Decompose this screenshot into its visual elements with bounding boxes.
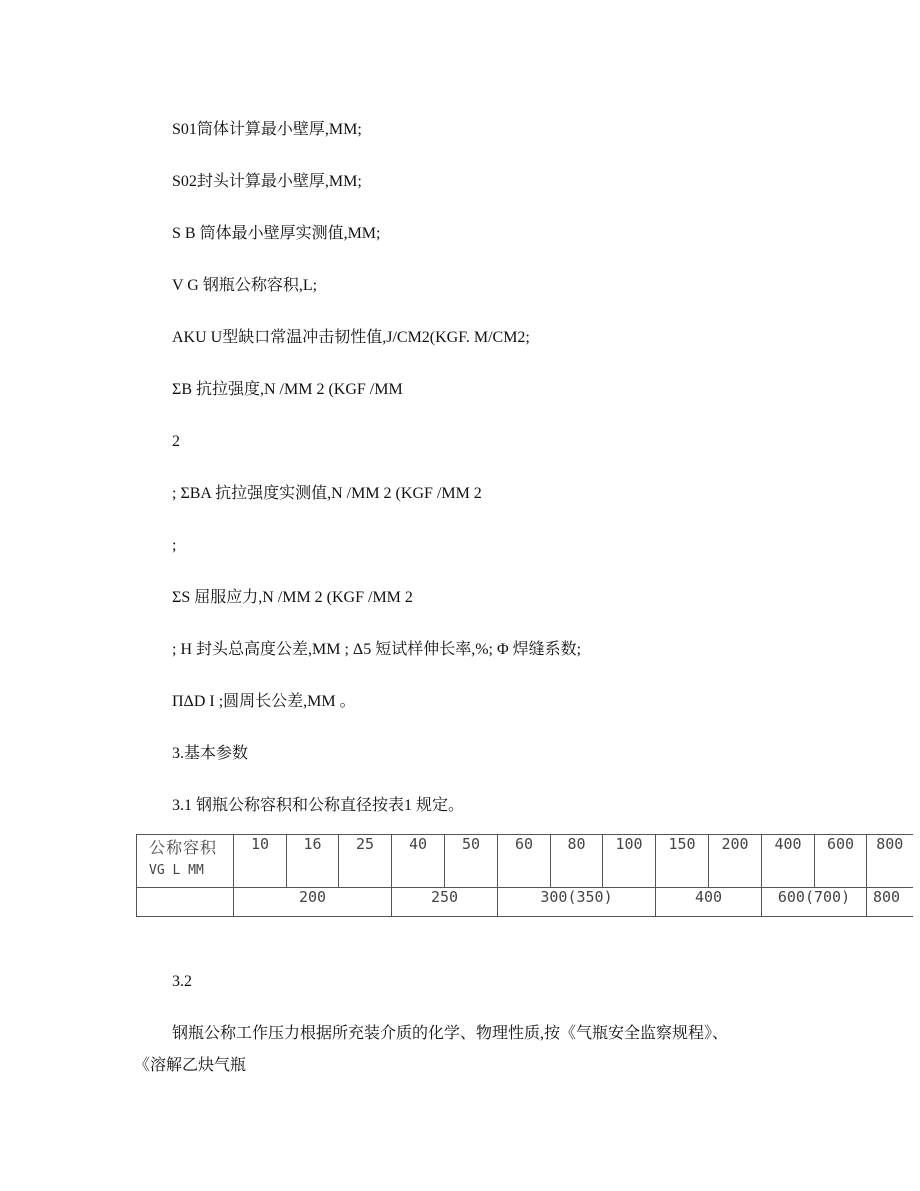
volume-cell: 800 — [867, 835, 913, 888]
volume-cell: 600 — [815, 835, 867, 888]
diameter-cell: 200 — [234, 888, 392, 917]
diameter-cell: 250 — [392, 888, 498, 917]
line-h-delta-phi: ; H 封头总高度公差,MM ; Δ5 短试样伸长率,%; Φ 焊缝系数; — [172, 641, 582, 658]
volume-cell: 150 — [656, 835, 709, 888]
diameter-cell: 800 — [867, 888, 913, 917]
table-row-volumes — [137, 835, 913, 888]
diameter-cell: 300(350) — [498, 888, 656, 917]
line-sb: S B 筒体最小壁厚实测值,MM; — [172, 225, 381, 242]
volume-cell: 80 — [551, 835, 603, 888]
line-s01: S01筒体计算最小壁厚,MM; — [172, 121, 362, 138]
volume-cell: 50 — [445, 835, 498, 888]
volume-cell: 200 — [709, 835, 762, 888]
volume-cell: 400 — [762, 835, 815, 888]
volume-cell: 25 — [339, 835, 392, 888]
line-sigma-ba: ; ΣBA 抗拉强度实测值,N /MM 2 (KGF /MM 2 — [172, 485, 482, 502]
header-sub-label: VG L MM — [149, 863, 204, 878]
section-3-1: 3.1 钢瓶公称容积和公称直径按表1 规定。 — [172, 797, 465, 814]
line-semicolon: ; — [172, 537, 177, 554]
line-sigma-b: ΣB 抗拉强度,N /MM 2 (KGF /MM — [172, 381, 403, 398]
header-label: 公称容积 — [149, 838, 218, 857]
section-3-2: 3.2 — [172, 973, 192, 990]
section-heading-3: 3.基本参数 — [172, 745, 249, 762]
table-row-diameters — [137, 888, 913, 917]
diameter-cell: 400 — [656, 888, 762, 917]
volume-cell: 40 — [392, 835, 445, 888]
volume-cell: 100 — [603, 835, 656, 888]
volume-cell: 16 — [287, 835, 339, 888]
line-aku: AKU U型缺口常温冲击韧性值,J/CM2(KGF. M/CM2; — [172, 329, 530, 346]
line-2: 2 — [172, 433, 180, 450]
volume-cell: 60 — [498, 835, 551, 888]
paragraph-line-1: 钢瓶公称工作压力根据所充装介质的化学、物理性质,按《气瓶安全监察规程》、 — [172, 1025, 729, 1042]
line-pi-delta: ΠΔD I ;圆周长公差,MM 。 — [172, 693, 356, 710]
line-vg: V G 钢瓶公称容积,L; — [172, 277, 318, 294]
paragraph-line-2: 《溶解乙炔气瓶 — [134, 1057, 247, 1074]
volume-cell: 10 — [234, 835, 287, 888]
line-s02: S02封头计算最小壁厚,MM; — [172, 173, 362, 190]
line-sigma-s: ΣS 屈服应力,N /MM 2 (KGF /MM 2 — [172, 589, 413, 606]
empty-cell — [137, 888, 234, 917]
parameter-table — [136, 834, 913, 917]
table-header-cell — [137, 835, 234, 888]
diameter-cell: 600(700) — [762, 888, 867, 917]
